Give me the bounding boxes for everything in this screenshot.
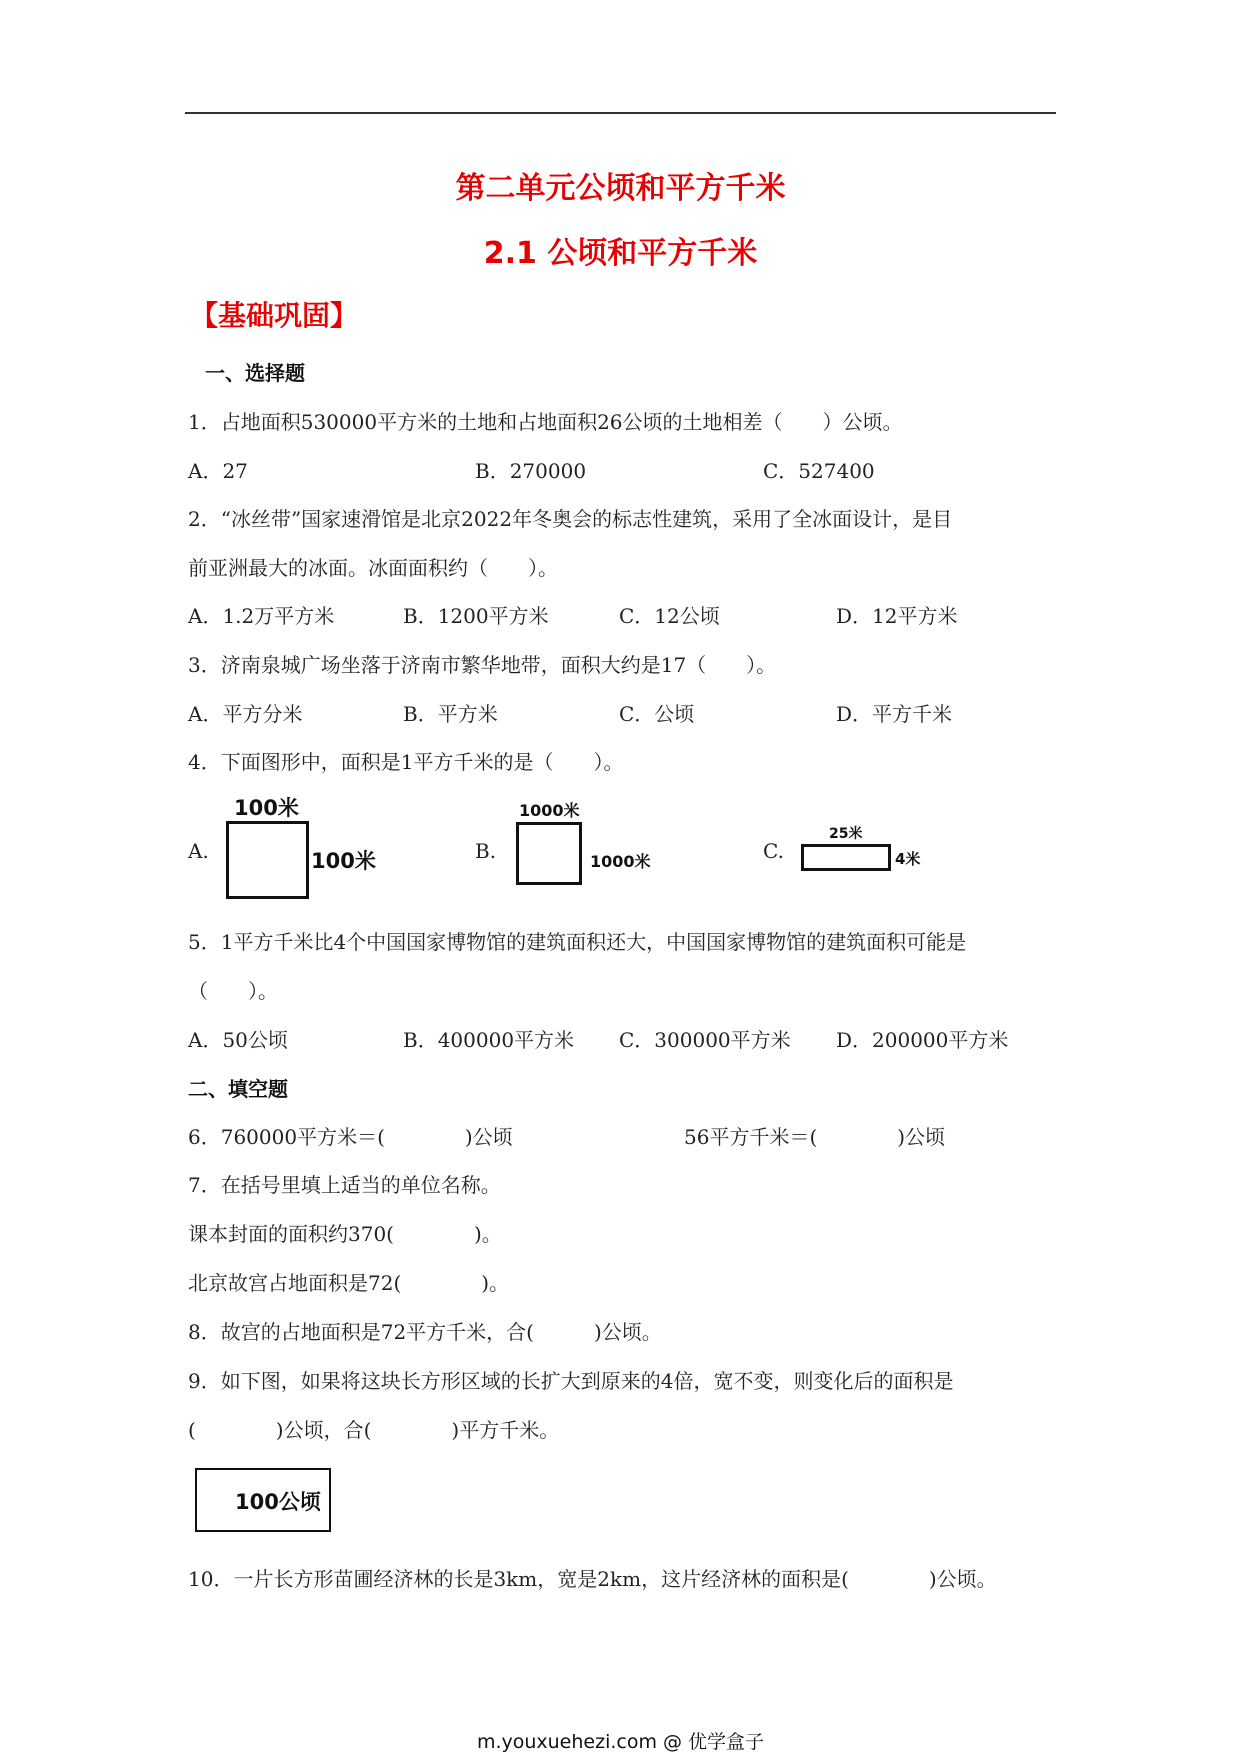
question-4: 4．下面图形中，面积是1平方千米的是（ ）。 [188, 750, 624, 774]
q4-fig-a-label: A. [188, 839, 209, 863]
q9-rectangle-figure [195, 1468, 331, 1532]
header-rule [185, 112, 1056, 114]
question-2-line2: 前亚洲最大的冰面。冰面面积约（ ）。 [188, 556, 558, 580]
question-6b: 56平方千米＝( )公顷 [684, 1125, 946, 1149]
q5-option-b: B．400000平方米 [403, 1028, 575, 1052]
question-7b: 北京故宫占地面积是72( )。 [188, 1271, 510, 1295]
question-10: 10．一片长方形苗圃经济林的长是3km，宽是2km，这片经济林的面积是( )公顷。 [188, 1567, 997, 1591]
question-9-line1: 9．如下图，如果将这块长方形区域的长扩大到原来的4倍，宽不变，则变化后的面积是 [188, 1369, 954, 1393]
question-2-line1: 2．“冰丝带”国家速滑馆是北京2022年冬奥会的标志性建筑，采用了全冰面设计，是目 [188, 507, 953, 531]
question-1: 1．占地面积530000平方米的土地和占地面积26公顷的土地相差（ ）公顷。 [188, 410, 903, 434]
q4-fig-b-label: B. [475, 839, 497, 863]
footer-watermark: m.youxuehezi.com @ 优学盒子 [476, 1731, 765, 1753]
q3-option-a: A．平方分米 [188, 702, 303, 726]
question-7: 7．在括号里填上适当的单位名称。 [188, 1173, 501, 1197]
q4-fig-c-rectangle [801, 844, 891, 871]
q2-option-b: B．1200平方米 [403, 604, 549, 628]
part1-heading: 一、选择题 [205, 361, 305, 385]
q2-option-a: A．1.2万平方米 [188, 604, 335, 628]
question-6a: 6．760000平方米＝( )公顷 [188, 1125, 513, 1149]
q1-option-b: B．270000 [475, 459, 587, 483]
question-5-line1: 5．1平方千米比4个中国国家博物馆的建筑面积还大，中国国家博物馆的建筑面积可能是 [188, 930, 967, 954]
q4-fig-a-side-label: 100米 [311, 849, 376, 873]
question-9-line2: ( )公顷，合( )平方千米。 [188, 1418, 560, 1442]
q4-fig-b-top-label: 1000米 [519, 801, 580, 820]
section-tag: 【基础巩固】 [190, 299, 359, 332]
q3-option-d: D．平方千米 [836, 702, 953, 726]
q4-fig-c-label: C. [763, 839, 784, 863]
q4-fig-c-side-label: 4米 [895, 850, 921, 868]
q4-fig-b-side-label: 1000米 [590, 852, 651, 871]
lesson-title: 2.1 公顷和平方千米 [483, 236, 758, 271]
q9-figure-label: 100公顷 [235, 1490, 321, 1514]
q3-option-c: C．公顷 [619, 702, 695, 726]
q4-fig-a-square [226, 821, 309, 899]
q4-fig-b-square [516, 822, 582, 885]
unit-title: 第二单元公顷和平方千米 [455, 171, 786, 206]
q2-option-c: C．12公顷 [619, 604, 720, 628]
q5-option-c: C．300000平方米 [619, 1028, 791, 1052]
q4-fig-a-top-label: 100米 [234, 796, 299, 820]
q4-fig-c-top-label: 25米 [829, 826, 863, 842]
question-5-line2: （ ）。 [188, 979, 278, 1003]
q5-option-d: D．200000平方米 [836, 1028, 1009, 1052]
question-7a: 课本封面的面积约370( )。 [188, 1222, 502, 1246]
q2-option-d: D．12平方米 [836, 604, 958, 628]
part2-heading: 二、填空题 [188, 1077, 288, 1101]
question-3: 3．济南泉城广场坐落于济南市繁华地带，面积大约是17（ ）。 [188, 653, 777, 677]
q1-option-c: C．527400 [763, 459, 875, 483]
q1-option-a: A．27 [188, 459, 248, 483]
question-8: 8．故宫的占地面积是72平方千米，合( )公顷。 [188, 1320, 662, 1344]
q3-option-b: B．平方米 [403, 702, 498, 726]
q5-option-a: A．50公顷 [188, 1028, 288, 1052]
